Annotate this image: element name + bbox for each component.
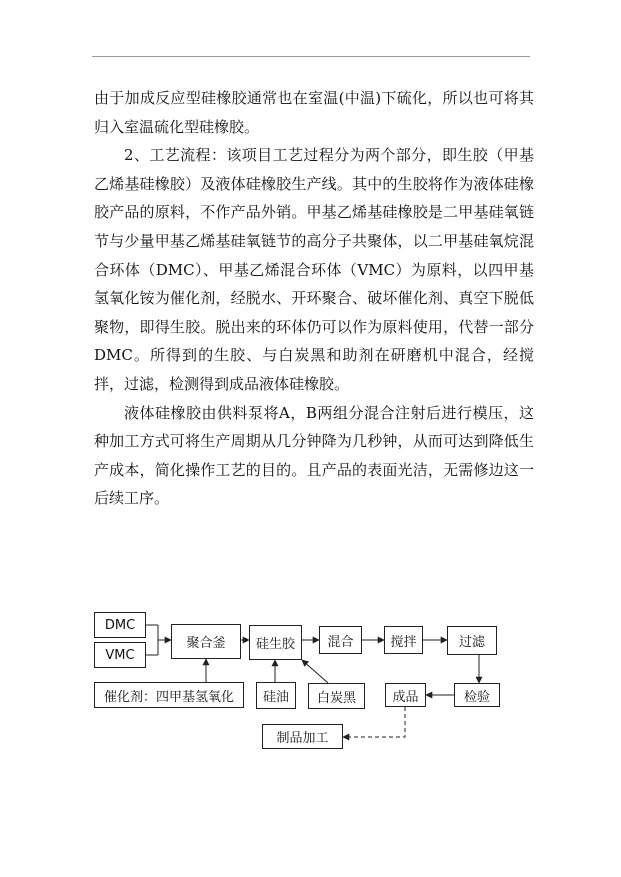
vmc-box: VMC — [94, 642, 146, 668]
arrow-white-carbon — [302, 660, 328, 683]
catalyst-box: 催化剂：四甲基氢氧化 — [94, 682, 244, 708]
processing-box: 制品加工 — [262, 724, 343, 749]
filtering-box: 过滤 — [447, 626, 497, 655]
silicone-oil-box: 硅油 — [256, 682, 296, 709]
paragraph-2: 2、工艺流程：该项目工艺过程分为两个部分，即生胶（甲基乙烯基硅橡胶）及液体硅橡胶生产线。其中的生胶将作为液体硅橡胶产品的原料，不作产品外销。甲基乙烯基硅橡胶是二甲基硅氧链节与少量甲基乙烯基硅氧链节的高分子共聚体，以二甲基硅氧烷混合环体（DMC）、甲基乙烯混合环体（VMC）为原料，以四甲基氢氧化铵为催化剂，经脱水、开环聚合、破坏催化剂、真空下脱低聚物，即得生胶。脱出来的环体仍可以作为原料使用，代替一部分DMC。所得到的生胶、与白炭黑和助剂在研磨机中混合，经搅拌，过滤，检测得到成品液体硅橡胶。 — [94, 146, 534, 393]
header-rule — [92, 56, 530, 57]
body-text — [94, 84, 534, 513]
arrow-to-processing — [343, 707, 405, 737]
white-carbon-box: 白炭黑 — [308, 683, 365, 709]
raw-rubber-box: 硅生胶 — [249, 625, 302, 660]
product-box: 成品 — [385, 683, 426, 707]
dmc-box: DMC — [94, 612, 146, 638]
paragraph-1: 由于加成反应型硅橡胶通常也在室温(中温)下硫化，所以也可将其归入室温硫化型硅橡胶。 — [94, 89, 534, 136]
polymerization-box: 聚合釜 — [171, 624, 241, 659]
paragraph-3: 液体硅橡胶由供料泵将A，B两组分混合注射后进行模压，这种加工方式可将生产周期从几分钟降为几秒钟，从而可达到降低生产成本，简化操作工艺的目的。且产品的表面光洁，无需修边这一后续工序。 — [94, 403, 534, 508]
inspection-box: 检验 — [454, 683, 500, 707]
mixing-box: 混合 — [319, 626, 362, 654]
stirring-box: 搅拌 — [384, 626, 423, 654]
